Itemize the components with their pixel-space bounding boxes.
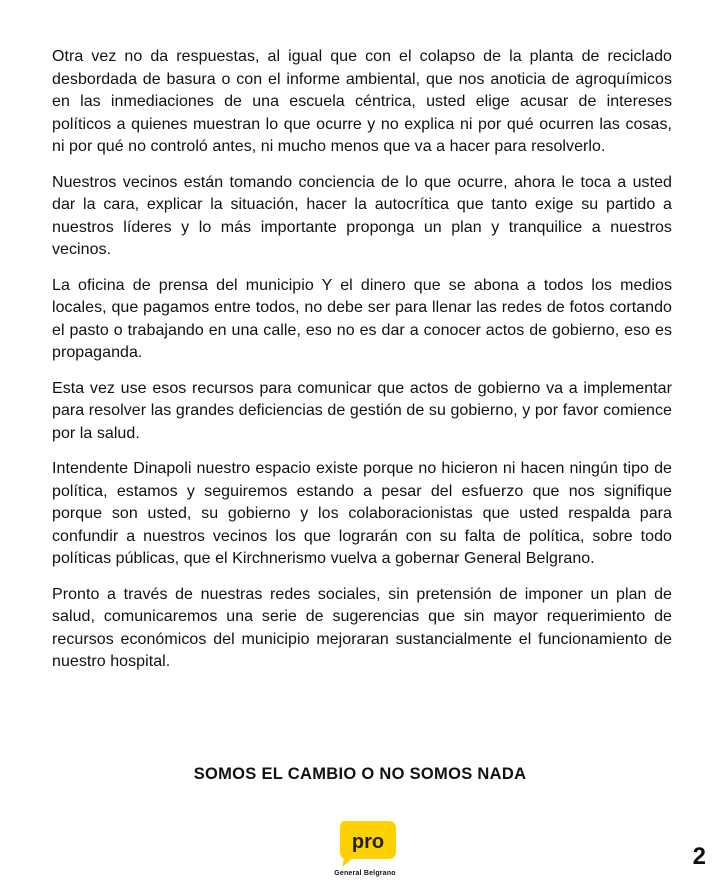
logo-caption: General Belgrano xyxy=(334,870,396,877)
slogan-heading: SOMOS EL CAMBIO O NO SOMOS NADA xyxy=(193,765,527,783)
paragraph-1: Otra vez no da respuestas, al igual que con el colapso de la planta de reciclado desbordada de basura o con el informe ambiental, que nos anoticia de agroquímicos en las inmediaciones de una escuela céntrica, usted elige acusar de intereses políticos a quienes muestran lo que ocurre y no explica ni por qué ocurren las cosas, ni por qué no controló antes, ni mucho menos que va a hacer para resolverlo. xyxy=(52,48,672,155)
paragraph-2: Nuestros vecinos están tomando conciencia de lo que ocurre, ahora le toca a usted dar la cara, explicar la situación, hacer la autocrítica que tanto exige su partido a nuestros líderes y lo más importante proponga un plan y tranquilice a nuestros vecinos. xyxy=(52,173,672,258)
paragraph-4: Esta vez use esos recursos para comunicar que actos de gobierno va a implementar para resolver las grandes deficiencias de gestión de su gobierno, y por favor comience por la salud. xyxy=(52,379,672,442)
logo-text: pro xyxy=(351,831,385,853)
paragraph-3: La oficina de prensa del municipio Y el dinero que se abona a todos los medios locales, que pagamos entre todos, no debe ser para llenar las redes de fotos cortando el pasto o trabajando en una calle, eso no es dar a conocer actos de gobierno, eso es propaganda. xyxy=(52,276,672,361)
document-body xyxy=(52,46,672,687)
paragraph-5: Intendente Dinapoli nuestro espacio existe porque no hicieron ni hacen ningún tipo de política, estamos y seguiremos estando a pesar del esfuerzo que nos signifique porque son usted, su gobierno y los colaboracionistas que usted respalda para confundir a nuestros vecinos los que lograrán con su falta de política, sobre todo políticas públicas, que el Kirchnerismo vuelva a gobernar General Belgrano. xyxy=(52,460,672,567)
page-number: 2 xyxy=(692,843,706,870)
paragraph-6: Pronto a través de nuestras redes sociales, sin pretensión de imponer un plan de salud, comunicaremos una serie de sugerencias que sin mayor requerimiento de recursos económicos del municipio mejoraran sustancialmente el funcionamiento de nuestro hospital. xyxy=(52,585,672,670)
